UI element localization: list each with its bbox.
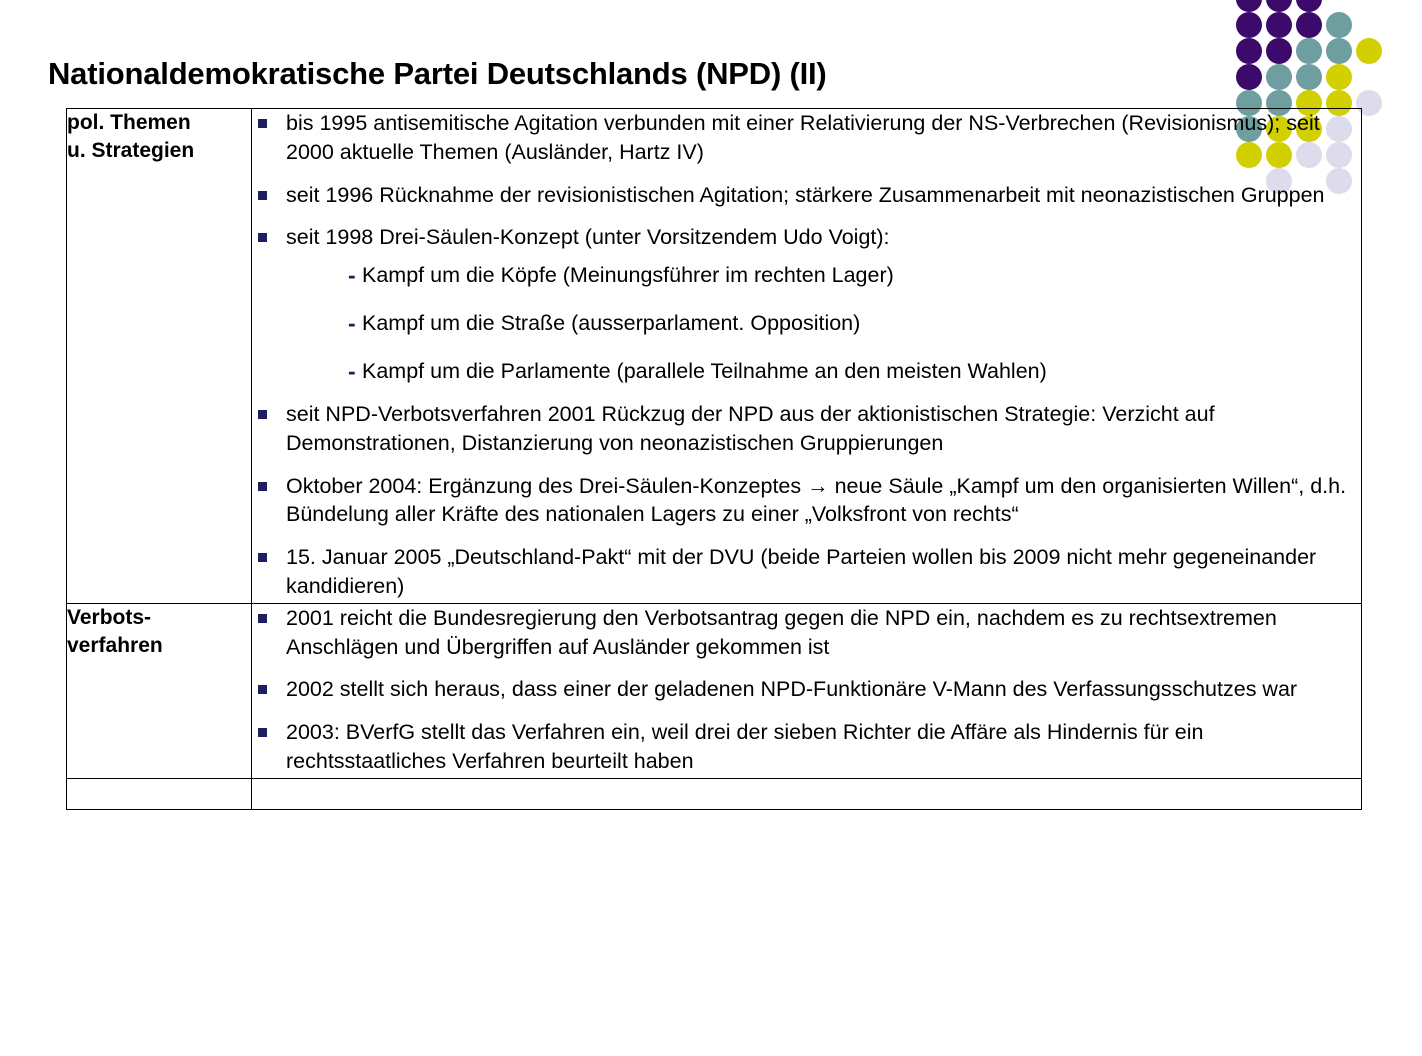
square-bullet-icon bbox=[258, 482, 267, 491]
bullet-text: seit NPD-Verbotsverfahren 2001 Rückzug der NPD aus der aktionistischen Strategie: Verzicht auf Demonstrationen, Distanzierung von neonazistischen Gruppierungen bbox=[286, 402, 1215, 455]
square-bullet-icon bbox=[258, 119, 267, 128]
square-bullet-icon bbox=[258, 685, 267, 694]
row-body-pol-themen bbox=[252, 109, 1362, 604]
list-item bbox=[252, 472, 1361, 530]
sub-list-item bbox=[286, 262, 1361, 290]
dash-bullet-icon: - bbox=[348, 310, 356, 337]
dash-bullet-icon: - bbox=[348, 262, 356, 289]
sub-bullet-text: Kampf um die Parlamente (parallele Teilnahme an den meisten Wahlen) bbox=[362, 359, 1047, 384]
row-label-partial bbox=[67, 778, 252, 809]
square-bullet-icon bbox=[258, 553, 267, 562]
decorative-dot bbox=[1236, 64, 1262, 90]
bullet-text: seit 1996 Rücknahme der revisionistischen Agitation; stärkere Zusammenarbeit mit neonazistischen Gruppen bbox=[286, 182, 1325, 207]
list-item bbox=[252, 543, 1361, 601]
bullet-text: Oktober 2004: Ergänzung des Drei-Säulen-Konzeptes → neue Säule „Kampf um den organisierten Willen“, d.h. Bündelung aller Kräfte des nationalen Lagers zu einer „Volksfront von rechts“ bbox=[286, 473, 1347, 527]
square-bullet-icon bbox=[258, 191, 267, 200]
decorative-dot bbox=[1356, 38, 1382, 64]
list-item bbox=[252, 181, 1361, 210]
row-label-verbotsverfahren bbox=[67, 603, 252, 778]
bullet-text: 15. Januar 2005 „Deutschland-Pakt“ mit der DVU (beide Parteien wollen bis 2009 nicht mehr gegeneinander kandidieren) bbox=[286, 545, 1317, 598]
decorative-dot bbox=[1296, 38, 1322, 64]
content-table bbox=[66, 108, 1362, 810]
bullet-text: 2002 stellt sich heraus, dass einer der geladenen NPD-Funktionäre V-Mann des Verfassungsschutzes war bbox=[286, 677, 1298, 702]
sub-bullet-text: Kampf um die Straße (ausserparlament. Opposition) bbox=[362, 311, 861, 336]
sub-list-item bbox=[286, 310, 1361, 338]
list-item bbox=[252, 675, 1361, 704]
decorative-dot bbox=[1296, 0, 1322, 12]
row-body-partial bbox=[252, 778, 1362, 809]
sub-bullet-text: Kampf um die Köpfe (Meinungsführer im rechten Lager) bbox=[362, 263, 894, 288]
row-body-verbotsverfahren bbox=[252, 603, 1362, 778]
square-bullet-icon bbox=[258, 614, 267, 623]
decorative-dot bbox=[1296, 64, 1322, 90]
decorative-dot bbox=[1236, 38, 1262, 64]
sub-bullet-list bbox=[286, 262, 1361, 386]
bullet-text: bis 1995 antisemitische Agitation verbunden mit einer Relativierung der NS-Verbrechen (Revisionismus); seit 2000 aktuelle Themen (Ausländer, Hartz IV) bbox=[286, 111, 1320, 164]
sub-list-item bbox=[286, 358, 1361, 386]
bullet-list bbox=[252, 604, 1361, 776]
square-bullet-icon bbox=[258, 410, 267, 419]
square-bullet-icon bbox=[258, 233, 267, 242]
row-label-pol-themen bbox=[67, 109, 252, 604]
bullet-text: seit 1998 Drei-Säulen-Konzept (unter Vorsitzendem Udo Voigt): bbox=[286, 225, 890, 250]
bullet-text: 2003: BVerfG stellt das Verfahren ein, weil drei der sieben Richter die Affäre als Hindernis für ein rechtsstaatliches Verfahren beurteilt haben bbox=[286, 720, 1204, 773]
decorative-dot bbox=[1326, 64, 1352, 90]
row-label-line: pol. Themen bbox=[67, 111, 191, 134]
list-item bbox=[252, 400, 1361, 458]
page-title: Nationaldemokratische Partei Deutschlands (NPD) (II) bbox=[48, 55, 827, 91]
row-label-line: u. Strategien bbox=[67, 139, 195, 163]
decorative-dot bbox=[1266, 0, 1292, 12]
decorative-dot bbox=[1326, 38, 1352, 64]
decorative-dot bbox=[1326, 12, 1352, 38]
table-row bbox=[67, 603, 1362, 778]
table-row-partial bbox=[67, 778, 1362, 809]
row-label-line: Verbots- bbox=[67, 605, 152, 629]
square-bullet-icon bbox=[258, 728, 267, 737]
decorative-dot bbox=[1266, 12, 1292, 38]
list-item bbox=[252, 718, 1361, 776]
decorative-dot bbox=[1236, 0, 1262, 12]
list-item bbox=[252, 109, 1361, 167]
decorative-dot bbox=[1296, 12, 1322, 38]
decorative-dot bbox=[1266, 38, 1292, 64]
list-item bbox=[252, 604, 1361, 662]
decorative-dot bbox=[1266, 64, 1292, 90]
dash-bullet-icon: - bbox=[348, 358, 356, 385]
decorative-dot bbox=[1236, 12, 1262, 38]
list-item bbox=[252, 223, 1361, 386]
row-label-line: verfahren bbox=[67, 634, 163, 658]
table-row bbox=[67, 109, 1362, 604]
bullet-list bbox=[252, 109, 1361, 601]
bullet-text: 2001 reicht die Bundesregierung den Verbotsantrag gegen die NPD ein, nachdem es zu rechtsextremen Anschlägen und Übergriffen auf Ausländer gekommen ist bbox=[286, 605, 1277, 659]
